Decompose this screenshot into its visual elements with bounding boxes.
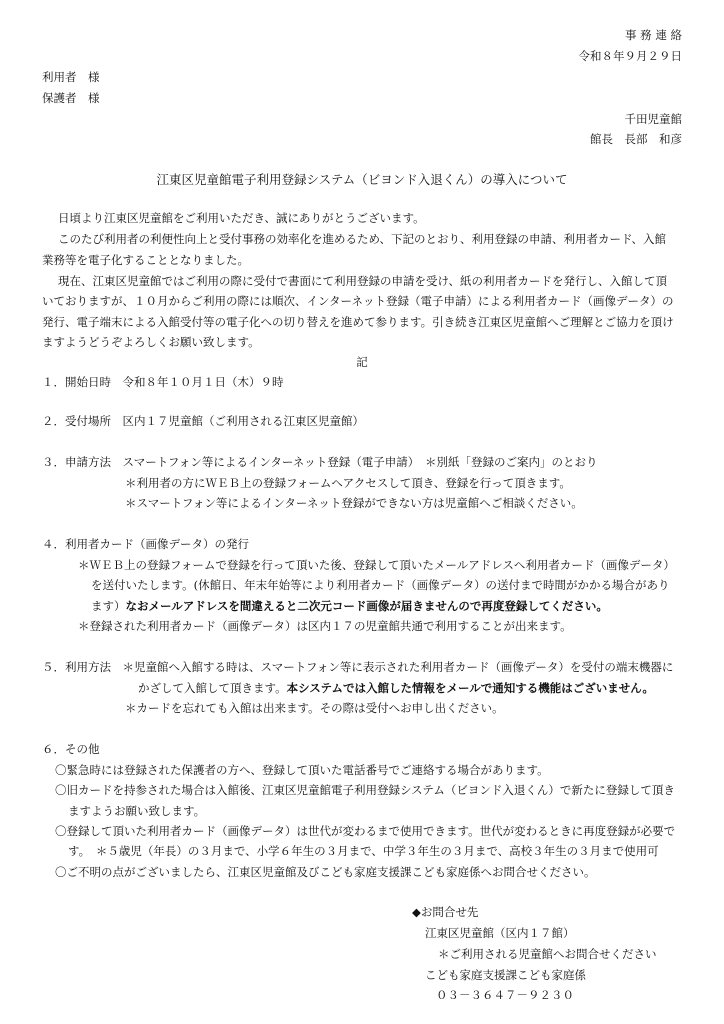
item-start: １．開始日時 令和８年１０月１日（木）９時 (42, 375, 284, 389)
intro-line: 日頃より江東区児童館をご利用いただき、誠にありがとうございます。 (58, 211, 425, 225)
item-use-line: ＊カードを忘れても入館は出来ます。その際は受付へお申し出ください。 (125, 701, 504, 715)
use-warning: 本システムでは入館した情報をメールで通知する機能はございません。 (286, 681, 654, 695)
item-other-line: 〇旧カードを持参された場合は入館後、江東区児童館電子利用登録システム（ビヨンド入退くん）で新たに登録して頂き (55, 783, 675, 797)
item-card-line (91, 601, 608, 613)
recipient-user: 利用者 様 (42, 70, 100, 84)
intro-line: 業務等を電子化することとなりました。 (42, 253, 249, 267)
item-place: ２．受付場所 区内１７児童館（ご利用される江東区児童館） (42, 414, 364, 428)
intro-line: ますようどうぞよろしくお願い致します。 (42, 335, 260, 349)
item-card: ４．利用者カード（画像データ）の発行 (42, 537, 249, 551)
ki-heading: 記 (356, 355, 368, 369)
item-method-note: ＊利用者の方にＷＥＢ上の登録フォームへアクセスして頂き、登録を行って頂きます。 (125, 476, 571, 490)
item-other: ６．その他 (42, 742, 100, 756)
item-method-note: ＊スマートフォン等によるインターネット登録ができない方は児童館へご相談ください。 (125, 496, 583, 510)
doc-type: 事 務 連 絡 (625, 28, 682, 42)
contact-phone: ０３－３６４７－９２３０ (436, 988, 574, 1002)
contact-note: ＊ご利用される児童館へお問合せください (438, 947, 657, 961)
contact-dept: こども家庭支援課こども家庭係 (425, 968, 586, 982)
contact-heading: ◆お問合せ先 (412, 905, 479, 919)
item-use-line (138, 683, 654, 695)
item-other-line: 〇登録して頂いた利用者カード（画像データ）は世代が変わるまで使用できます。世代が変わるときに再度登録が必要で (55, 824, 676, 838)
sender-name: 館長 長部 和彦 (590, 132, 682, 146)
recipient-guardian: 保護者 様 (42, 91, 100, 105)
sender-org: 千田児童館 (624, 112, 682, 126)
item-card-line: ＊ＷＥＢ上の登録フォームで登録を行って頂いた後、登録して頂いたメールアドレスへ利用者カード（画像データ） (78, 558, 675, 572)
intro-line: いておりますが、１０月からご利用の際には順次、インターネット登録（電子申請）による利用者カード（画像データ）の (42, 294, 674, 308)
contact-org: 江東区児童館（区内１７館） (425, 926, 575, 940)
intro-line: このたび利用者の利便性向上と受付事務の効率化を進めるため、下記のとおり、利用登録の申請、利用者カード、入館 (58, 232, 666, 246)
item-card-line: を送付いたします。(休館日、年末年始等により利用者カード（画像データ）の送付まで時間がかかる場合があり (91, 578, 670, 592)
item-other-line: す。 ＊５歳児（年長）の３月まで、小学６年生の３月まで、中学３年生の３月まで、高校３年生の３月まで使用可 (68, 844, 659, 858)
item-other-line: 〇ご不明の点がございましたら、江東区児童館及びこども家庭支援課こども家庭係へお問合せください。 (55, 865, 596, 879)
use-line-text: かざして入館して頂きます。 (138, 681, 287, 695)
card-line-text: ます） (91, 599, 126, 613)
item-other-line: ますようお願い致します。 (68, 804, 206, 818)
item-use: ５．利用方法 ＊児童館へ入館する時は、スマートフォン等に表示された利用者カード（画像データ）を受付の端末機器に (42, 660, 674, 674)
item-method: ３．申請方法 スマートフォン等によるインターネット登録（電子申請） ＊別紙「登録のご案内」のとおり (42, 455, 598, 469)
doc-date: 令和８年９月２９日 (578, 49, 682, 63)
document-title: 江東区児童館電子利用登録システム（ビヨンド入退くん）の導入について (156, 172, 568, 187)
item-card-line: ＊登録された利用者カード（画像データ）は区内１７の児童館共通で利用することが出来ます。 (78, 619, 572, 633)
card-warning: なおメールアドレスを間違えると二次元コード画像が届きませんので再度登録してください。 (125, 599, 608, 613)
item-other-line: 〇緊急時には登録された保護者の方へ、登録して頂いた電話番号でご連絡する場合があります。 (55, 763, 549, 777)
intro-line: 現在、江東区児童館ではご利用の際に受付で書面にて利用登録の申請を受け、紙の利用者カードを発行し、入館して頂 (58, 274, 668, 288)
intro-line: 発行、電子端末による入館受付等の電子化への切り替えを進めて参ります。引き続き江東区児童館へご理解とご協力を頂け (42, 315, 674, 329)
